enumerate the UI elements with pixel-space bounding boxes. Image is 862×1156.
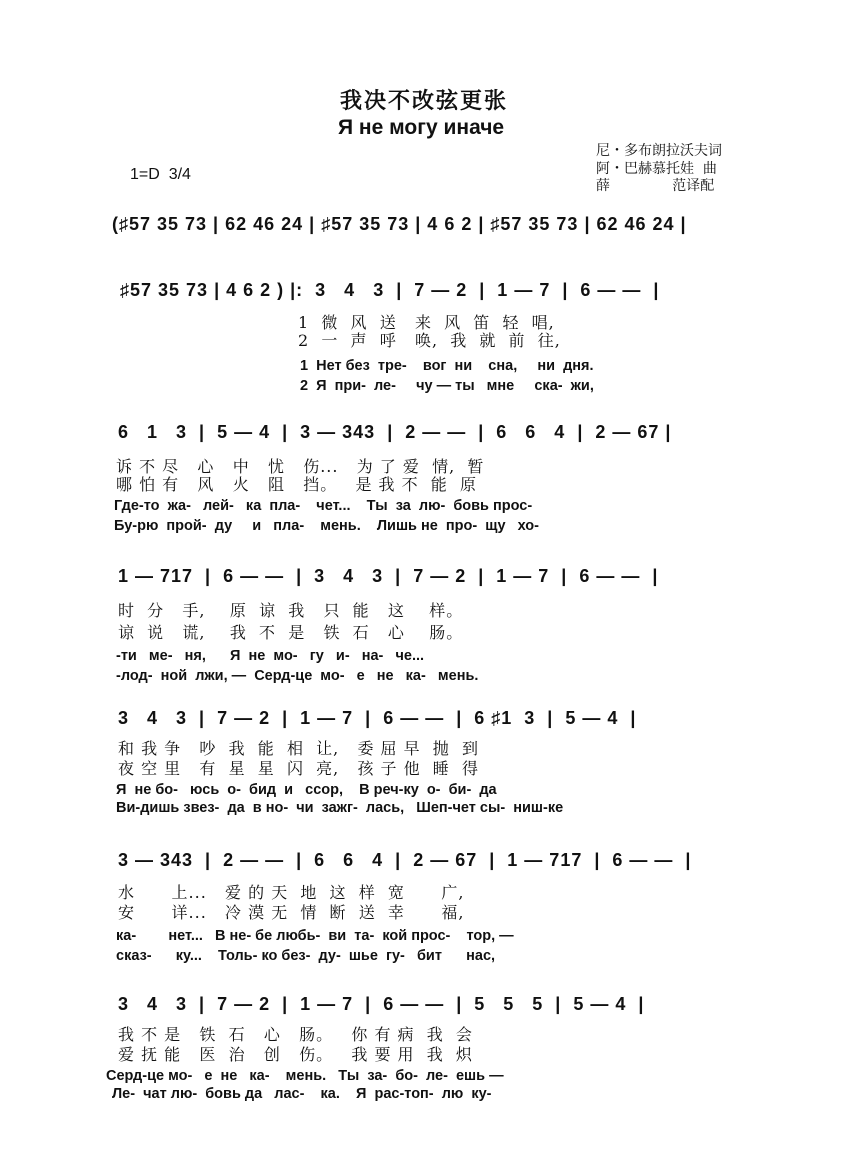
credit-lyricist: 尼・多布朗拉沃夫词 [596,143,722,159]
notes-line: (♯57 35 73 | 62 46 24 | ♯57 35 73 | 4 6 2 | ♯57 35 73 | 62 46 24 | [112,214,687,234]
credit-translator: 薛 范译配 [596,178,715,194]
lyrics-ru-verse-2: сказ- ку... Толь- ко без- ду- шье гу- бит нас, [116,948,496,964]
lyrics-cn-verse-2: 谅 说 谎, 我 不 是 铁 石 心 肠。 [118,623,464,642]
notes-line: ♯57 35 73 | 4 6 2 ) |: 3 4 3 | 7 — 2 | 1 — 7 | 6 — — | [120,280,660,300]
notes-line: 3 — 343 | 2 — — | 6 6 4 | 2 — 67 | 1 — 717 | 6 — — | [118,850,692,870]
lyrics-cn-verse-2: 2 一 声 呼 唤, 我 就 前 往, [298,331,561,350]
lyrics-cn-verse-1: 时 分 手, 原 谅 我 只 能 这 样。 [118,601,464,620]
key-signature: 1=D 3/4 [130,166,191,183]
lyrics-ru-verse-2: Ле- чат лю- бовь да лас- ка. Я рас-топ- лю ку- [112,1086,492,1102]
lyrics-cn-verse-2: 爱 抚 能 医 治 创 伤。 我 要 用 我 炽 [118,1045,473,1064]
lyrics-ru-verse-2: Бу-рю прой- ду и пла- мень. Лишь не про- щу хо- [114,518,539,534]
lyrics-cn-verse-1: 和 我 争 吵 我 能 相 让, 委 屈 早 抛 到 [118,739,479,758]
lyrics-cn-verse-1: 水 上... 爱 的 天 地 这 样 宽 广, [118,883,465,902]
lyrics-ru-verse-2: 2 Я при- ле- чу — ты мне ска- жи, [300,378,594,394]
lyrics-cn-verse-1: 我 不 是 铁 石 心 肠。 你 有 病 我 会 [118,1025,473,1044]
notes-line: 3 4 3 | 7 — 2 | 1 — 7 | 6 — — | 6 ♯1 3 | 5 — 4 | [118,708,637,728]
title-chinese: 我决不改弦更张 [340,88,509,114]
lyrics-ru-verse-1: 1 Нет без тре- вог ни сна, ни дня. [300,358,594,374]
lyrics-cn-verse-2: 夜 空 里 有 星 星 闪 亮, 孩 子 他 睡 得 [118,759,479,778]
title-russian: Я не могу иначе [338,116,505,139]
lyrics-ru-verse-1: Серд-це мо- е не ка- мень. Ты за- бо- ле- ешь — [106,1068,504,1084]
lyrics-cn-verse-1: 1 微 风 送 来 风 笛 轻 唱, [298,313,555,332]
lyrics-ru-verse-1: ка- нет... В не- бе любь- ви та- кой прос- тор, — [116,928,514,944]
notes-line: 1 — 717 | 6 — — | 3 4 3 | 7 — 2 | 1 — 7 | 6 — — | [118,566,659,586]
lyrics-ru-verse-1: Я не бо- юсь о- бид и ссор, В реч-ку о- би- да [116,782,497,798]
lyrics-ru-verse-2: -лод- ной лжи, — Серд-це мо- е не ка- мень. [116,668,479,684]
notes-line: 3 4 3 | 7 — 2 | 1 — 7 | 6 — — | 5 5 5 | 5 — 4 | [118,994,645,1014]
credit-composer: 阿・巴赫慕托娃 曲 [596,161,717,177]
lyrics-cn-verse-2: 哪 怕 有 风 火 阻 挡。 是 我 不 能 原 [116,475,477,494]
lyrics-ru-verse-2: Ви-дишь звез- да в но- чи зажг- лась, Шеп-чет сы- ниш-ке [116,800,564,816]
lyrics-cn-verse-2: 安 详... 冷 漠 无 情 断 送 幸 福, [118,903,465,922]
lyrics-ru-verse-1: -ти ме- ня, Я не мо- гу и- на- че... [116,648,425,664]
lyrics-ru-verse-1: Где-то жа- лей- ка пла- чет... Ты за лю- бовь прос- [114,498,533,514]
lyrics-cn-verse-1: 诉 不 尽 心 中 忧 伤... 为 了 爱 情, 暂 [116,457,485,476]
notes-line: 6 1 3 | 5 — 4 | 3 — 343 | 2 — — | 6 6 4 | 2 — 67 | [118,422,672,442]
